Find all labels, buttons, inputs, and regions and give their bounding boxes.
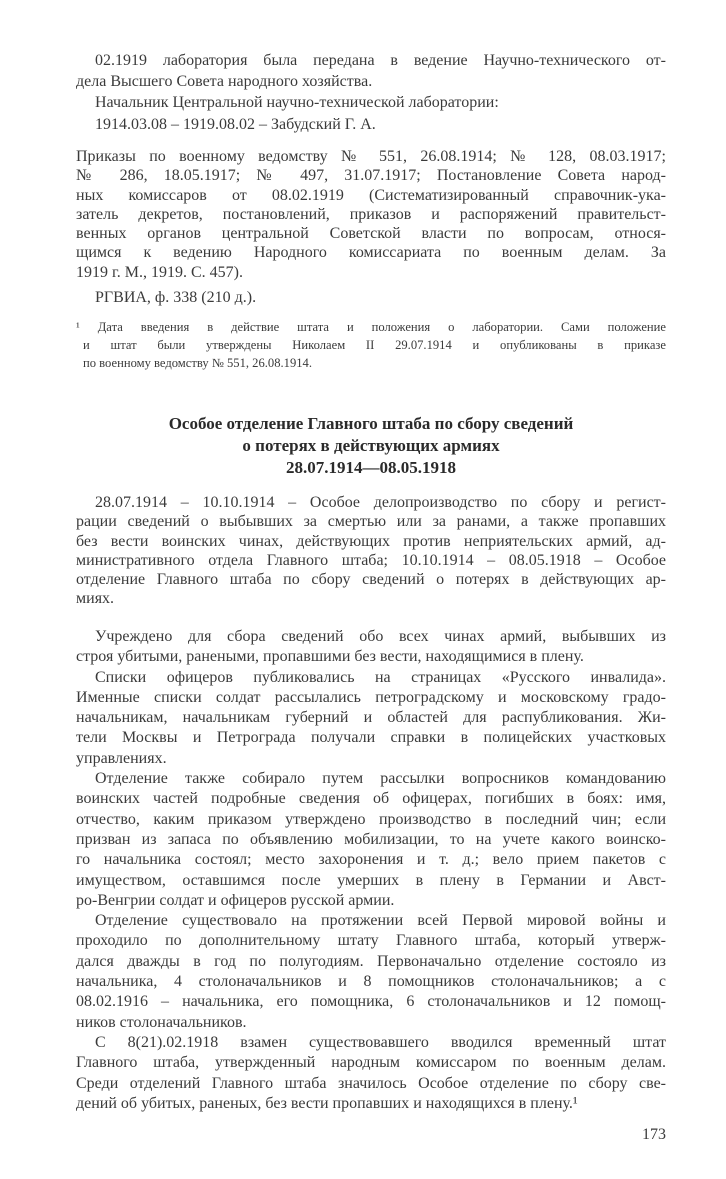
text-line: дела Высшего Совета народного хозяйства.	[76, 73, 373, 90]
text-line: Среди отделений Главного штаба значилось Особое отделение по сбору све-	[76, 1074, 666, 1092]
text-line: и штат были утверждены Николаем II 29.07.1914 и опубликованы в приказе	[83, 338, 666, 352]
text-line: венных органов центральной Советской власти по вопросам, относя-	[76, 225, 666, 243]
text-line: Отделение также собирало путем рассылки вопросников командованию	[95, 770, 666, 788]
text-line: имуществом, оставшимся после умерших в плену в Германии и Авст-	[76, 871, 666, 889]
sources-list	[76, 147, 666, 282]
text-line: тели Москвы и Петрограда получали справки в полицейских участковых	[76, 729, 666, 747]
text-line: начальника, 4 столоначальников и 8 помощников столоначальников; а с	[76, 973, 666, 991]
text-line: № 286, 18.05.1917; № 497, 31.07.1917; Постановление Совета народ-	[76, 167, 666, 185]
text-line: ро-Венгрии солдат и офицеров русской армии.	[76, 891, 395, 909]
text-line: С 8(21).02.1918 взамен существовавшего вводился временный штат	[95, 1033, 666, 1051]
text-line: отделение Главного штаба по сбору сведений о потерях в действующих ар-	[76, 571, 666, 589]
text-line: 1919 г. М., 1919. С. 457).	[76, 263, 243, 281]
text-line: ¹ Дата введения в действие штата и положения о лаборатории. Сами положение	[76, 320, 666, 334]
text-line: Особое отделение Главного штаба по сбору сведений	[168, 414, 574, 433]
text-line: Списки офицеров публиковались на страницах «Русского инвалида».	[95, 668, 666, 686]
page-number: 173	[642, 1126, 666, 1143]
text-line: начальникам, начальникам губерний и областей для распубликования. Жи-	[76, 709, 666, 727]
text-line: 28.07.1914 – 10.10.1914 – Особое делопроизводство по сбору и регист-	[95, 494, 666, 511]
text-line: ников столоначальников.	[76, 1013, 247, 1031]
footnote	[76, 318, 666, 372]
intro-paragraph	[76, 50, 666, 92]
text-line: рации сведений о выбывших за смертью или за ранами, а также пропавших	[76, 513, 666, 531]
text-line: Приказы по военному ведомству № 551, 26.08.1914; № 128, 08.03.1917;	[76, 148, 666, 165]
text-line: без вести воинских чинах, действующих против неприятельских армий, ад-	[76, 532, 666, 550]
text-line: министративного отдела Главного штаба; 10.10.1914 – 08.05.1918 – Особое	[76, 551, 666, 569]
history-paragraph	[76, 493, 666, 609]
body-text	[76, 627, 666, 1114]
text-line: воинских частей подробные сведения об офицерах, погибших в боях: имя,	[76, 790, 666, 808]
text-line: миях.	[76, 590, 115, 608]
text-line: затель декретов, постановлений, приказов и распоряжений правительст-	[76, 205, 666, 223]
text-line: 28.07.1914—08.05.1918	[286, 458, 456, 477]
text-line: 08.02.1916 – начальника, его помощника, 6 столоначальников и 12 помощ-	[76, 993, 666, 1011]
text-line: Учреждено для сбора сведений обо всех чинах армий, выбывших из	[95, 628, 666, 645]
text-line: управлениях.	[76, 749, 167, 767]
text-line: дался дважды в год по полугодиям. Первоначально отделение состояло из	[76, 952, 666, 970]
director-info	[76, 92, 666, 135]
text-line: щимся к ведению Народного комиссариата по военным делам. За	[76, 244, 666, 262]
text-line: го начальника состоял; место захоронения и т. д.; вело прием пакетов с	[76, 851, 666, 869]
text-line: проходило по дополнительному штату Главного штаба, который утверж-	[76, 932, 666, 950]
text-line: дений об убитых, раненых, без вести пропавших и находящихся в плену.¹	[76, 1094, 578, 1112]
text-line: о потерях в действующих армиях	[242, 436, 500, 455]
text-line: призван из запаса по объявлению мобилизации, то на учете какого воинско-	[76, 830, 666, 848]
text-line: по военному ведомству № 551, 26.08.1914.	[83, 356, 312, 370]
text-line: РГВИА, ф. 338 (210 д.).	[95, 289, 257, 306]
text-line: Главного штаба, утвержденный народным комиссаром по военным делам.	[76, 1054, 666, 1072]
section-heading	[76, 413, 666, 479]
text-line: Именные списки солдат рассылались петроградскому и московскому градо-	[76, 688, 666, 706]
text-line: строя убитыми, ранеными, пропавшими без вести, находящимися в плену.	[76, 648, 584, 666]
archive-reference	[76, 288, 666, 308]
text-line: Отделение существовало на протяжении всей Первой мировой войны и	[95, 912, 666, 930]
text-line: ных комиссаров от 08.02.1919 (Систематизированный справочник-ука-	[76, 186, 666, 204]
text-line: 02.1919 лаборатория была передана в ведение Научно-технического от-	[95, 52, 666, 69]
text-line: отчество, каким приказом утверждено производство в последний чин; если	[76, 810, 666, 828]
text-line: 1914.03.08 – 1919.08.02 – Забудский Г. А.	[95, 115, 376, 133]
text-line: Начальник Центральной научно-технической лаборатории:	[95, 94, 499, 111]
